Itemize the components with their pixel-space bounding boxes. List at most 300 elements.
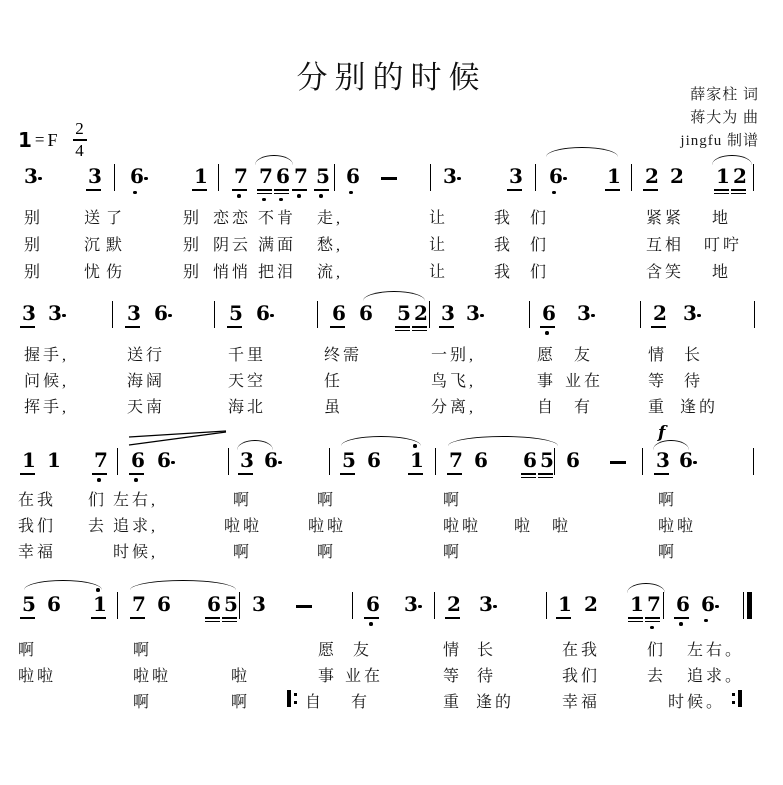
note-digit: 1 xyxy=(558,592,572,616)
meter-numerator: 2 xyxy=(75,119,84,139)
lyric-syllable: 重 xyxy=(648,399,668,416)
note-underline xyxy=(714,193,729,195)
note-underline xyxy=(412,330,427,332)
octave-dot-below xyxy=(704,619,708,623)
augmentation-dot xyxy=(278,461,282,465)
augmentation-dot xyxy=(563,177,567,181)
octave-dot-below xyxy=(679,622,683,626)
note-digit: 3 xyxy=(240,448,254,472)
lyric-syllable: 业在 xyxy=(565,373,604,390)
note-underline xyxy=(125,326,140,328)
lyric-syllable: 海阔 xyxy=(127,373,166,390)
note-digit: 3 xyxy=(127,301,141,325)
note-digit: 2 xyxy=(584,592,598,616)
note-digit: 2 xyxy=(447,592,461,616)
note-underline xyxy=(538,473,553,475)
lyric-syllable: 去 xyxy=(647,668,667,685)
note-underline xyxy=(130,617,145,619)
note-digit: 5 xyxy=(397,301,411,325)
note-underline xyxy=(731,193,746,195)
lyric-syllable: 啦啦 xyxy=(224,518,263,535)
note-underline xyxy=(232,189,247,191)
lyric-syllable: 海北 xyxy=(228,399,267,416)
slur-arc xyxy=(341,436,421,446)
note-underline xyxy=(714,189,729,191)
barline xyxy=(218,164,219,191)
lyric-syllable: 等 xyxy=(443,668,463,685)
note-underline xyxy=(192,189,207,191)
lyric-syllable: 让 xyxy=(429,210,449,227)
note-digit: 2 xyxy=(653,301,667,325)
lyricist-credit: 薛家柱 词 xyxy=(690,87,759,103)
lyric-syllable: 啦啦 xyxy=(133,668,172,685)
note-digit: 5 xyxy=(22,592,36,616)
note-underline xyxy=(605,189,620,191)
final-barline-thick xyxy=(747,592,752,619)
barline xyxy=(435,448,436,475)
note-digit: 3 xyxy=(656,448,670,472)
note-underline xyxy=(227,326,242,328)
note-underline xyxy=(651,326,666,328)
lyric-syllable: 啦啦 xyxy=(18,668,57,685)
note-digit: 5 xyxy=(229,301,243,325)
augmentation-dot xyxy=(168,314,172,318)
barline xyxy=(228,448,229,475)
augmentation-dot xyxy=(493,605,497,609)
barline xyxy=(329,448,330,475)
lyric-syllable: 天南 xyxy=(127,399,166,416)
note-underline xyxy=(643,189,658,191)
note-digit: 6 xyxy=(130,164,144,188)
lyric-syllable: 啊 xyxy=(233,492,253,509)
note-digit: 2 xyxy=(414,301,428,325)
octave-dot-below xyxy=(262,198,266,202)
duration-dash xyxy=(296,605,312,608)
barline xyxy=(352,592,353,619)
note-digit: 3 xyxy=(24,164,38,188)
note-digit: 5 xyxy=(316,164,330,188)
lyric-syllable: 情 xyxy=(443,642,463,659)
lyric-syllable: 们 xyxy=(530,264,550,281)
note-digit: 6 xyxy=(474,448,488,472)
augmentation-dot xyxy=(418,605,422,609)
song-title: 分别的时候 xyxy=(296,60,487,95)
note-underline xyxy=(540,326,555,328)
lyric-syllable: 愿 xyxy=(537,347,557,364)
barline xyxy=(642,448,643,475)
note-digit: 6 xyxy=(701,592,715,616)
slur-arc xyxy=(627,583,665,593)
lyric-syllable: 时候。 xyxy=(668,694,726,711)
lyric-syllable: 在我 xyxy=(562,642,601,659)
lyric-syllable: 友 xyxy=(574,347,594,364)
note-underline xyxy=(521,473,536,475)
note-digit: 7 xyxy=(94,448,108,472)
note-underline xyxy=(538,477,553,479)
lyric-syllable: 分离, xyxy=(431,399,477,416)
octave-dot-below xyxy=(545,331,549,335)
repeat-bar xyxy=(287,690,291,707)
note-digit: 6 xyxy=(256,301,270,325)
lyric-syllable: 挥手, xyxy=(24,399,70,416)
barline xyxy=(114,164,115,191)
note-digit: 7 xyxy=(234,164,248,188)
barline xyxy=(117,592,118,619)
augmentation-dot xyxy=(715,605,719,609)
lyric-syllable: 去 xyxy=(88,518,108,535)
barline xyxy=(663,592,664,619)
octave-dot-below xyxy=(97,478,101,482)
note-digit: 6 xyxy=(47,592,61,616)
lyric-syllable: 阴云 xyxy=(213,237,252,254)
barline xyxy=(529,301,530,328)
note-digit: 6 xyxy=(157,448,171,472)
note-underline xyxy=(395,326,410,328)
slur-arc xyxy=(712,155,752,165)
repeat-dot xyxy=(732,693,735,696)
lyric-syllable: 悄悄 xyxy=(213,264,252,281)
lyric-syllable: 愿 xyxy=(318,642,338,659)
note-underline xyxy=(91,617,106,619)
note-underline xyxy=(20,326,35,328)
lyric-syllable: 送 xyxy=(84,210,104,227)
augmentation-dot xyxy=(480,314,484,318)
note-underline xyxy=(274,189,289,191)
lyric-syllable: 们 xyxy=(530,210,550,227)
lyric-syllable: 自 xyxy=(305,694,325,711)
note-underline xyxy=(556,617,571,619)
octave-dot-below xyxy=(237,194,241,198)
barline xyxy=(535,164,536,191)
note-underline xyxy=(364,617,379,619)
lyric-syllable: 长 xyxy=(684,347,704,364)
note-digit: 1 xyxy=(93,592,107,616)
note-digit: 5 xyxy=(342,448,356,472)
note-digit: 6 xyxy=(346,164,360,188)
barline xyxy=(112,301,113,328)
lyric-syllable: 叮咛 xyxy=(704,237,743,254)
lyric-syllable: 等 xyxy=(648,373,668,390)
barline xyxy=(317,301,318,328)
lyric-syllable: 一别, xyxy=(431,347,477,364)
lyric-syllable: 地 xyxy=(712,264,732,281)
note-digit: 3 xyxy=(88,164,102,188)
note-digit: 2 xyxy=(670,164,684,188)
note-digit: 6 xyxy=(359,301,373,325)
note-underline xyxy=(521,477,536,479)
lyric-syllable: 紧紧 xyxy=(646,210,685,227)
note-underline xyxy=(340,473,355,475)
barline xyxy=(753,164,754,191)
note-underline xyxy=(628,617,643,619)
barline xyxy=(117,448,118,475)
lyric-syllable: 自 xyxy=(537,399,557,416)
repeat-open-sign xyxy=(287,690,297,707)
lyric-syllable: 啦啦 xyxy=(658,518,697,535)
lyric-syllable: 把泪 xyxy=(258,264,297,281)
lyric-syllable: 啊 xyxy=(231,694,251,711)
barline xyxy=(754,301,755,328)
note-digit: 1 xyxy=(194,164,208,188)
note-underline xyxy=(507,189,522,191)
lyric-syllable: 时候, xyxy=(113,544,159,561)
lyric-syllable: 啦啦 xyxy=(308,518,347,535)
lyric-syllable: 我 xyxy=(494,237,514,254)
barline xyxy=(239,592,240,619)
note-digit: 3 xyxy=(48,301,62,325)
lyric-syllable: 送行 xyxy=(127,347,166,364)
note-underline xyxy=(205,617,220,619)
lyric-syllable: 互相 xyxy=(646,237,685,254)
barline xyxy=(334,164,335,191)
note-underline xyxy=(645,621,660,623)
note-underline xyxy=(257,189,272,191)
note-digit: 6 xyxy=(367,448,381,472)
note-digit: 6 xyxy=(523,448,537,472)
repeat-dot xyxy=(294,701,297,704)
note-digit: 1 xyxy=(22,448,36,472)
lyric-syllable: 啦 xyxy=(514,518,534,535)
augmentation-dot xyxy=(457,177,461,181)
lyric-syllable: 愁, xyxy=(317,237,344,254)
lyric-syllable: 啊 xyxy=(443,544,463,561)
lyric-syllable: 们 xyxy=(88,492,108,509)
augmentation-dot xyxy=(693,461,697,465)
lyric-syllable: 啦啦 xyxy=(443,518,482,535)
lyric-syllable: 事 xyxy=(537,373,557,390)
key-name: F xyxy=(47,129,58,150)
note-digit: 6 xyxy=(131,448,145,472)
note-underline xyxy=(445,617,460,619)
note-digit: 2 xyxy=(733,164,747,188)
lyric-syllable: 啊 xyxy=(658,492,678,509)
slur-arc xyxy=(448,436,558,446)
note-digit: 6 xyxy=(566,448,580,472)
repeat-dots xyxy=(732,693,735,704)
lyric-syllable: 默 xyxy=(106,237,126,254)
final-barline-thin xyxy=(743,592,744,619)
augmentation-dot xyxy=(270,314,274,318)
lyric-syllable: 让 xyxy=(429,237,449,254)
octave-dot-below xyxy=(369,622,373,626)
octave-dot-below xyxy=(279,198,283,202)
slur-arc xyxy=(546,147,618,157)
note-underline xyxy=(222,617,237,619)
augmentation-dot xyxy=(144,177,148,181)
lyric-syllable: 啦 xyxy=(231,668,251,685)
lyric-syllable: 长 xyxy=(477,642,497,659)
note-underline xyxy=(92,473,107,475)
lyric-syllable: 问候, xyxy=(24,373,70,390)
note-digit: 5 xyxy=(224,592,238,616)
barline xyxy=(214,301,215,328)
note-digit: 6 xyxy=(332,301,346,325)
note-underline xyxy=(330,326,345,328)
augmentation-dot xyxy=(591,314,595,318)
lyric-syllable: 们 xyxy=(530,237,550,254)
note-digit: 7 xyxy=(647,592,661,616)
lyric-syllable: 别 xyxy=(24,237,44,254)
lyric-syllable: 们 xyxy=(647,642,667,659)
lyric-syllable: 追求。 xyxy=(687,668,745,685)
lyric-syllable: 我 xyxy=(494,210,514,227)
barline xyxy=(753,448,754,475)
lyric-syllable: 啊 xyxy=(317,492,337,509)
octave-dot-below xyxy=(650,626,654,630)
note-digit: 3 xyxy=(22,301,36,325)
note-underline xyxy=(408,473,423,475)
lyric-syllable: 忧 xyxy=(84,264,104,281)
note-digit: 3 xyxy=(443,164,457,188)
note-digit: 1 xyxy=(630,592,644,616)
lyric-syllable: 了 xyxy=(106,210,126,227)
octave-dot-below xyxy=(133,191,137,195)
lyric-syllable: 别 xyxy=(24,210,44,227)
note-underline xyxy=(731,189,746,191)
note-digit: 6 xyxy=(542,301,556,325)
slur-arc xyxy=(24,580,102,590)
note-digit: 6 xyxy=(366,592,380,616)
barline xyxy=(554,448,555,475)
lyric-syllable: 追求, xyxy=(113,518,159,535)
lyric-syllable: 啊 xyxy=(658,544,678,561)
note-digit: 6 xyxy=(549,164,563,188)
lyric-syllable: 终需 xyxy=(324,347,363,364)
lyric-syllable: 任 xyxy=(324,373,344,390)
note-digit: 3 xyxy=(683,301,697,325)
augmentation-dot xyxy=(38,177,42,181)
note-underline xyxy=(205,621,220,623)
note-digit: 3 xyxy=(252,592,266,616)
repeat-dots xyxy=(294,693,297,704)
lyric-syllable: 有 xyxy=(574,399,594,416)
note-underline xyxy=(129,473,144,475)
note-digit: 6 xyxy=(207,592,221,616)
note-digit: 6 xyxy=(154,301,168,325)
barline xyxy=(429,301,430,328)
note-underline xyxy=(654,473,669,475)
engraver-credit: jingfu 制谱 xyxy=(680,133,759,149)
lyric-syllable: 满面 xyxy=(258,237,297,254)
augmentation-dot xyxy=(697,314,701,318)
lyric-syllable: 业在 xyxy=(345,668,384,685)
key-equals-sign: = xyxy=(34,130,45,149)
note-underline xyxy=(274,193,289,195)
lyric-syllable: 别 xyxy=(183,210,203,227)
octave-dot-below xyxy=(319,194,323,198)
octave-dot-below xyxy=(349,191,353,195)
note-digit: 3 xyxy=(479,592,493,616)
lyric-syllable: 千里 xyxy=(228,347,267,364)
note-underline xyxy=(439,326,454,328)
note-underline xyxy=(292,189,307,191)
slur-arc xyxy=(363,291,425,301)
lyric-syllable: 含笑 xyxy=(646,264,685,281)
lyric-syllable: 逢的 xyxy=(476,694,515,711)
slur-arc xyxy=(237,440,273,450)
note-underline xyxy=(412,326,427,328)
lyric-syllable: 别 xyxy=(183,264,203,281)
note-digit: 2 xyxy=(645,164,659,188)
slur-arc xyxy=(255,155,293,165)
augmentation-dot xyxy=(171,461,175,465)
note-underline xyxy=(222,621,237,623)
lyric-syllable: 不肯 xyxy=(258,210,297,227)
note-digit: 1 xyxy=(410,448,424,472)
note-underline xyxy=(257,193,272,195)
lyric-syllable: 待 xyxy=(477,668,497,685)
note-underline xyxy=(314,189,329,191)
note-digit: 6 xyxy=(679,448,693,472)
note-underline xyxy=(395,330,410,332)
note-digit: 3 xyxy=(404,592,418,616)
lyric-syllable: 啊 xyxy=(18,642,38,659)
octave-dot-below xyxy=(297,194,301,198)
lyric-syllable: 鸟飞, xyxy=(431,373,477,390)
octave-dot-below xyxy=(134,478,138,482)
key-tonic: 1 xyxy=(18,128,32,152)
lyric-syllable: 啊 xyxy=(443,492,463,509)
note-digit: 6 xyxy=(676,592,690,616)
lyric-syllable: 我 xyxy=(494,264,514,281)
note-digit: 1 xyxy=(716,164,730,188)
composer-credit: 蒋大为 曲 xyxy=(690,110,759,126)
repeat-dot xyxy=(732,701,735,704)
lyric-syllable: 事 xyxy=(318,668,338,685)
lyric-syllable: 啦 xyxy=(552,518,572,535)
lyric-syllable: 幸福 xyxy=(18,544,57,561)
note-digit: 1 xyxy=(607,164,621,188)
lyric-syllable: 天空 xyxy=(228,373,267,390)
lyric-syllable: 重 xyxy=(443,694,463,711)
note-digit: 7 xyxy=(259,164,273,188)
duration-dash xyxy=(381,177,397,180)
note-digit: 7 xyxy=(132,592,146,616)
barline xyxy=(546,592,547,619)
lyric-syllable: 握手, xyxy=(24,347,70,364)
note-digit: 3 xyxy=(509,164,523,188)
lyric-syllable: 幸福 xyxy=(562,694,601,711)
note-underline xyxy=(20,473,35,475)
note-underline xyxy=(238,473,253,475)
note-digit: 7 xyxy=(449,448,463,472)
note-underline xyxy=(674,617,689,619)
repeat-bar xyxy=(738,690,742,707)
lyric-syllable: 别 xyxy=(183,237,203,254)
lyric-syllable: 逢的 xyxy=(680,399,719,416)
note-underline xyxy=(447,473,462,475)
dynamic-marking: f xyxy=(658,423,666,443)
barline xyxy=(640,301,641,328)
duration-dash xyxy=(610,461,626,464)
note-digit: 6 xyxy=(264,448,278,472)
note-digit: 6 xyxy=(157,592,171,616)
lyric-syllable: 啊 xyxy=(233,544,253,561)
note-digit: 3 xyxy=(441,301,455,325)
lyric-syllable: 虽 xyxy=(324,399,344,416)
note-underline xyxy=(20,617,35,619)
note-underline xyxy=(645,617,660,619)
lyric-syllable: 我们 xyxy=(562,668,601,685)
repeat-dot xyxy=(294,693,297,696)
note-digit: 5 xyxy=(540,448,554,472)
lyric-syllable: 别 xyxy=(24,264,44,281)
repeat-close-sign xyxy=(732,690,742,707)
note-digit: 3 xyxy=(577,301,591,325)
note-underline xyxy=(86,189,101,191)
augmentation-dot xyxy=(62,314,66,318)
note-digit: 1 xyxy=(47,448,61,472)
